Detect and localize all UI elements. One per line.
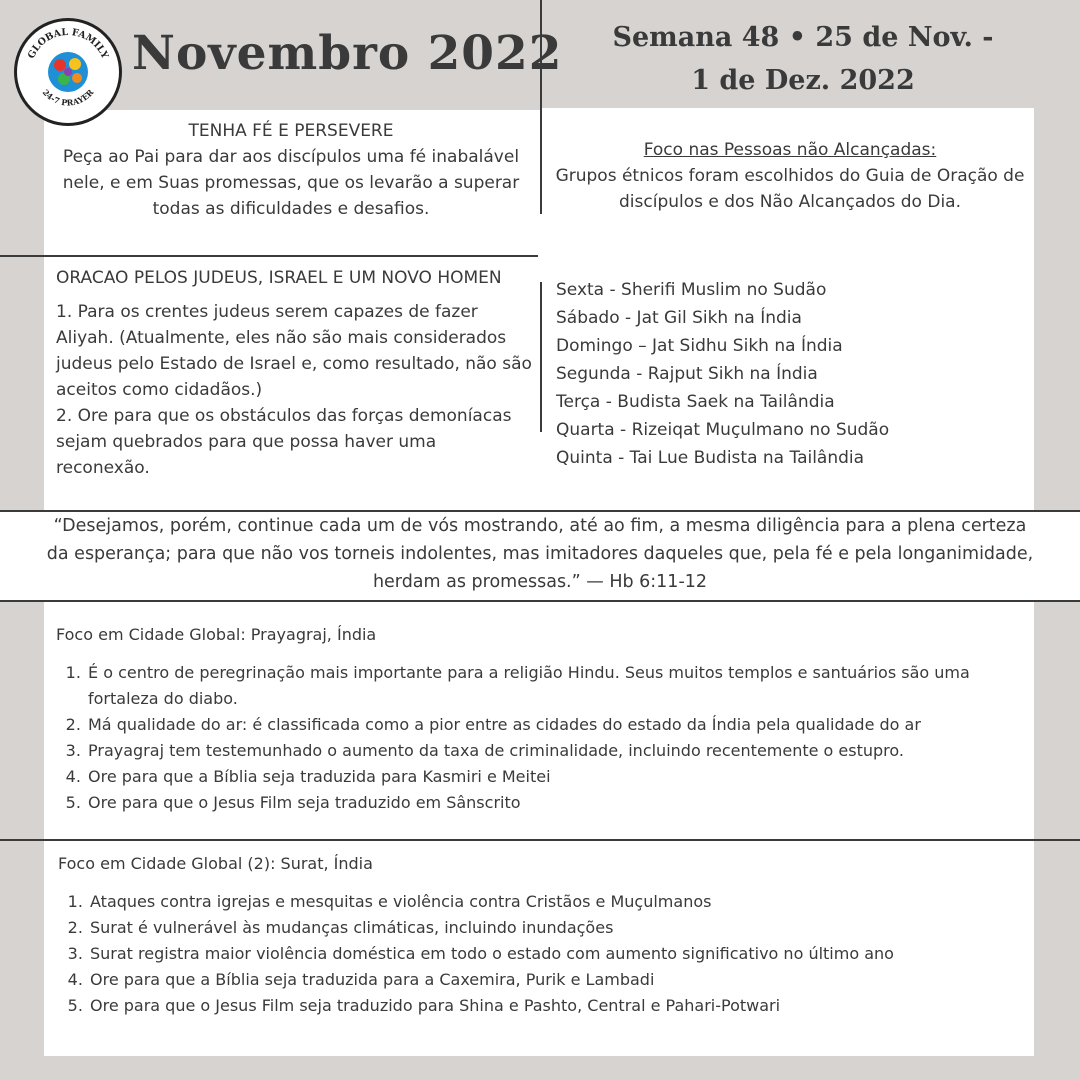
week-range: [548, 16, 1058, 102]
city2-item: 2. Surat é vulnerável às mudanças climáticas, incluindo inundações: [88, 915, 1026, 941]
city2-item: 1. Ataques contra igrejas e mesquitas e violência contra Cristãos e Muçulmanos: [88, 889, 1026, 915]
faith-body: Peça ao Pai para dar aos discípulos uma fé inabalável nele, e em Suas promessas, que os levarão a superar todas as dificuldades e desafios.: [62, 147, 520, 219]
city2-item: 3. Surat registra maior violência doméstica em todo o estado com aumento significativo no último ano: [88, 941, 1026, 967]
logo-graphic: [17, 21, 119, 123]
city2-section: [58, 851, 1026, 1019]
verse-text: “Desejamos, porém, continue cada um de vós mostrando, até ao fim, a mesma diligência para a plena certeza da esperança; para que não vos torneis indolentes, mas imitadores daqueles que, pela fé e pela longanimidade, herdam as promessas.” — Hb 6:11-12: [46, 516, 1034, 592]
day-sunday: Domingo – Jat Sidhu Sikh na Índia: [556, 336, 843, 356]
city2-item: 5. Ore para que o Jesus Film seja traduzido para Shina e Pashto, Central e Pahari-Potwari: [88, 993, 1026, 1019]
week-line-1: Semana 48 • 25 de Nov. -: [612, 22, 994, 53]
unreached-heading: Foco nas Pessoas não Alcançadas:: [643, 140, 937, 160]
jews-heading: ORACAO PELOS JUDEUS, ISRAEL E UM NOVO HOMEN: [56, 268, 502, 288]
divider-verse-bottom: [0, 600, 1080, 602]
jews-section: [56, 265, 532, 481]
city1-item: 4. Ore para que a Bíblia seja traduzida para Kasmiri e Meitei: [86, 764, 1026, 790]
unreached-days: [556, 276, 1034, 472]
city1-list: [56, 660, 1026, 816]
city1-heading: Foco em Cidade Global: Prayagraj, Índia: [56, 625, 377, 644]
unreached-body: Grupos étnicos foram escolhidos do Guia de Oração de discípulos e dos Não Alcançados do Dia.: [555, 166, 1025, 212]
day-monday: Segunda - Rajput Sikh na Índia: [556, 364, 818, 384]
city1-item: 5. Ore para que o Jesus Film seja traduzido em Sânscrito: [86, 790, 1026, 816]
city1-item: 3. Prayagraj tem testemunhado o aumento da taxa de criminalidade, incluindo recentemente o estupro.: [86, 738, 1026, 764]
day-saturday: Sábado - Jat Gil Sikh na Índia: [556, 308, 802, 328]
city2-item: 4. Ore para que a Bíblia seja traduzida para a Caxemira, Purik e Lambadi: [88, 967, 1026, 993]
page-title: Novembro 2022: [132, 26, 563, 81]
city1-item: 1. É o centro de peregrinação mais importante para a religião Hindu. Seus muitos templos e santuários são uma fortaleza do diabo.: [86, 660, 1026, 712]
day-thursday: Quinta - Tai Lue Budista na Tailândia: [556, 448, 865, 468]
week-line-2: 1 de Dez. 2022: [691, 65, 915, 96]
city2-heading: Foco em Cidade Global (2): Surat, Índia: [58, 854, 373, 873]
unreached-section: [550, 137, 1030, 215]
day-wednesday: Quarta - Rizeiqat Muçulmano no Sudão: [556, 420, 890, 440]
faith-divider: [540, 108, 542, 214]
logo-text-bottom: 24-7 PRAYER: [40, 87, 96, 108]
jews-item-2: 2. Ore para que os obstáculos das forças demoníacas sejam quebrados para que possa haver uma reconexão.: [56, 406, 512, 478]
city1-section: [56, 622, 1026, 816]
city2-list: [58, 889, 1026, 1019]
faith-section: [62, 118, 520, 222]
jews-item-1: 1. Para os crentes judeus serem capazes de fazer Aliyah. (Atualmente, eles não são mais considerados judeus pelo Estado de Israel e, como resultado, não são aceitos como cidadãos.): [56, 302, 532, 400]
days-divider: [540, 282, 542, 432]
divider-city: [0, 839, 1080, 841]
global-family-logo: [14, 18, 122, 126]
divider-left: [0, 255, 538, 257]
day-friday: Sexta - Sherifi Muslim no Sudão: [556, 280, 827, 300]
city1-item: 2. Má qualidade do ar: é classificada como a pior entre as cidades do estado da Índia pela qualidade do ar: [86, 712, 1026, 738]
logo-text-top: GLOBAL FAMILY: [25, 26, 111, 61]
day-tuesday: Terça - Budista Saek na Tailândia: [556, 392, 835, 412]
faith-heading: TENHA FÉ E PERSEVERE: [188, 121, 394, 141]
